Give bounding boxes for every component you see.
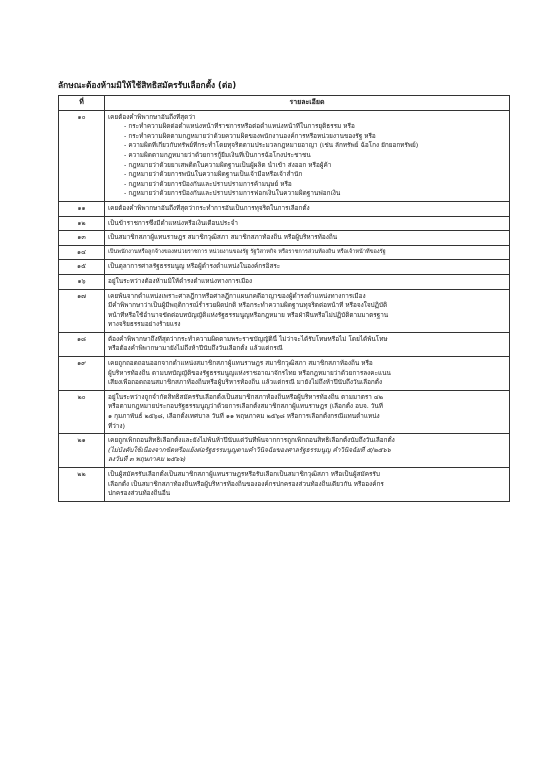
detail-line: เคยต้องคำพิพากษาอันถึงที่สุดว่า <box>108 112 196 121</box>
row-number: ๑๕ <box>59 260 105 275</box>
detail-line: ๑ กุมภาพันธ์ ๒๕๖๘, เลือกตั้งเทศบาล วันที่ ๑๑ พฤษภาคม ๒๕๖๘ หรือการเลือกตั้งกรณีแทนตำแหน่ง <box>108 412 380 421</box>
table-row <box>59 289 510 332</box>
row-number: ๑๒ <box>59 216 105 231</box>
detail-line: ทางจริยธรรมอย่างร้ายแรง <box>108 320 181 329</box>
detail-note-line: ลงวันที่ ๓ พฤษภาคม ๒๕๖๖) <box>108 455 186 464</box>
row-detail <box>105 434 510 468</box>
row-number: ๑๓ <box>59 231 105 246</box>
detail-note-line: (ไม่บังคับใช้เนื่องจากขัดหรือแย้งต่อรัฐธรรมนูญตามคำวินิจฉัยของศาลรัฐธรรมนูญ คำวินิจฉัยที่ ๕/๒๕๖๖ <box>108 445 391 454</box>
detail-line: เคยต้องคำพิพากษาอันถึงที่สุดว่ากระทำการอันเป็นการทุจริตในการเลือกตั้ง <box>108 203 310 212</box>
row-detail <box>105 468 510 502</box>
row-number: ๑๔ <box>59 245 105 260</box>
detail-line: เคยถูกเพิกถอนสิทธิเลือกตั้งและยังไม่พ้นห้าปีนับแต่วันที่พ้นจากการถูกเพิกถอนสิทธิเลือกตั้งนับถึงวันเลือกตั้ง <box>108 436 395 445</box>
table-header-row <box>59 96 510 111</box>
table-row <box>59 110 510 201</box>
detail-line: เป็นข้าราชการซึ่งมีตำแหน่งหรือเงินเดือนประจำ <box>108 218 238 227</box>
row-detail <box>105 357 510 391</box>
row-number: ๒๒ <box>59 468 105 502</box>
row-number: ๒๐ <box>59 390 105 433</box>
row-detail <box>105 201 510 216</box>
detail-line: เป็นสมาชิกสภาผู้แทนราษฎร สมาชิกวุฒิสภา สมาชิกสภาท้องถิ่น หรือผู้บริหารท้องถิ่น <box>108 233 338 242</box>
detail-line: หน้าที่หรือใช้อำนาจขัดต่อบทบัญญัติแห่งรัฐธรรมนูญหรือกฎหมาย หรือฝ่าฝืนหรือไม่ปฏิบัติตามมาตรฐาน <box>108 310 389 319</box>
column-header-number: ที่ <box>59 96 105 111</box>
row-number: ๑๐ <box>59 110 105 201</box>
column-header-detail: รายละเอียด <box>105 96 510 111</box>
detail-line: - ความผิดตามกฎหมายว่าด้วยการกู้ยืมเงินที่เป็นการฉ้อโกงประชาชน <box>124 150 311 159</box>
row-detail <box>105 274 510 289</box>
detail-line: เลือกตั้ง เป็นสมาชิกสภาท้องถิ่นหรือผู้บริหารท้องถิ่นขององค์กรปกครองส่วนท้องถิ่นเดียวกัน หรือองค์กร <box>108 479 384 488</box>
table-row <box>59 357 510 391</box>
row-number: ๑๑ <box>59 201 105 216</box>
detail-line: ต้องคำพิพากษาถึงที่สุดว่ากระทำความผิดตามพระราชบัญญัตินี้ ไม่ว่าจะได้รับโทษหรือไม่ โดยได้พ้นโทษ <box>108 334 388 343</box>
detail-line: - กระทำความผิดตามกฎหมายว่าด้วยความผิดของพนักงานองค์การหรือหน่วยงานของรัฐ หรือ <box>124 131 376 140</box>
row-number: ๒๑ <box>59 434 105 468</box>
detail-line: - ความผิดที่เกี่ยวกับทรัพย์ที่กระทำโดยทุจริตตามประมวลกฎหมายอาญา (เช่น ลักทรัพย์ ฉ้อโกง ยักยอกทรัพย์) <box>124 141 419 150</box>
table-row <box>59 201 510 216</box>
detail-line: อยู่ในระหว่างต้องห้ามมิให้ดำรงตำแหน่งทางการเมือง <box>108 276 253 285</box>
row-number: ๑๙ <box>59 357 105 391</box>
row-detail <box>105 231 510 246</box>
section-heading: ลักษณะต้องห้ามมิให้ใช้สิทธิสมัครรับเลือกตั้ง (ต่อ) <box>58 80 237 90</box>
table-row <box>59 468 510 502</box>
row-detail <box>105 110 510 201</box>
table-row <box>59 274 510 289</box>
detail-line: - กฎหมายว่าด้วยการป้องกันและปราบปรามการค้ามนุษย์ หรือ <box>124 179 292 188</box>
detail-line: มีคำพิพากษาว่าเป็นผู้มีพฤติการณ์ร่ำรวยผิดปกติ หรือกระทำความผิดฐานทุจริตต่อหน้าที่ หรือจงใจปฏิบัติ <box>108 301 388 310</box>
detail-line: เป็นผู้สมัครรับเลือกตั้งเป็นสมาชิกสภาผู้แทนราษฎรหรือรับเลือกเป็นสมาชิกวุฒิสภา หรือเป็นผู้สมัครรับ <box>108 470 380 478</box>
detail-line: - กฎหมายว่าด้วยการป้องกันและปราบปรามการฟอกเงินในความผิดฐานฟอกเงิน <box>124 189 341 198</box>
row-number: ๑๗ <box>59 289 105 332</box>
table-row <box>59 216 510 231</box>
row-number: ๑๖ <box>59 274 105 289</box>
detail-line: เคยพ้นจากตำแหน่งเพราะศาลฎีกาหรือศาลฎีกาแผนกคดีอาญาของผู้ดำรงตำแหน่งทางการเมือง <box>108 291 366 300</box>
table-row <box>59 390 510 433</box>
detail-line: หรือตามกฎหมายประกอบรัฐธรรมนูญว่าด้วยการเลือกตั้งสมาชิกสภาผู้แทนราษฎร (เลือกตั้ง อบจ. วันที่ <box>108 402 383 411</box>
detail-line: ผู้บริหารท้องถิ่น ตามบทบัญญัติของรัฐธรรมนูญแห่งราชอาณาจักรไทย หรือกฎหมายว่าด้วยการลงคะแนน <box>108 368 391 377</box>
table-row <box>59 245 510 260</box>
detail-line: อยู่ในระหว่างถูกจำกัดสิทธิสมัครรับเลือกตั้งเป็นสมาชิกสภาท้องถิ่นหรือผู้บริหารท้องถิ่น ตามมาตรา ๔๒ <box>108 392 383 401</box>
table-row <box>59 260 510 275</box>
table-row <box>59 332 510 356</box>
table-row <box>59 434 510 468</box>
detail-line: ปกครองส่วนท้องถิ่นอื่น <box>108 489 171 498</box>
row-number: ๑๘ <box>59 332 105 356</box>
row-detail <box>105 289 510 332</box>
detail-line: - กฎหมายว่าด้วยการพนันในความผิดฐานเป็นเจ้ามือหรือเจ้าสำนัก <box>124 170 303 179</box>
detail-line: เป็นพนักงานหรือลูกจ้างของหน่วยราชการ หน่วยงานของรัฐ รัฐวิสาหกิจ หรือราชการส่วนท้องถิ่น หรือเจ้าหน้าที่ของรัฐ <box>108 248 386 255</box>
detail-line: ที่ว่าง) <box>108 421 126 430</box>
detail-line: เคยถูกถอดถอนออกจากตำแหน่งสมาชิกสภาผู้แทนราษฎร สมาชิกวุฒิสภา สมาชิกสภาท้องถิ่น หรือ <box>108 359 373 368</box>
prohibition-table <box>58 95 510 502</box>
detail-line: เป็นตุลาการศาลรัฐธรรมนูญ หรือผู้ดำรงตำแหน่งในองค์กรอิสระ <box>108 262 281 271</box>
row-detail <box>105 216 510 231</box>
detail-line: เสียงเพื่อถอดถอนสมาชิกสภาท้องถิ่นหรือผู้บริหารท้องถิ่น แล้วแต่กรณี มายังไม่ถึงห้าปีนับถึงวันเลือกตั้ง <box>108 378 383 387</box>
detail-line: - กระทำความผิดต่อตำแหน่งหน้าที่ราชการหรือต่อตำแหน่งหน้าที่ในการยุติธรรม หรือ <box>124 122 355 131</box>
row-detail <box>105 245 510 260</box>
row-detail <box>105 390 510 433</box>
detail-line: หรือต้องคำพิพากษามายังไม่ถึงห้าปีนับถึงวันเลือกตั้ง แล้วแต่กรณี <box>108 344 283 353</box>
row-detail <box>105 332 510 356</box>
table-row <box>59 231 510 246</box>
row-detail <box>105 260 510 275</box>
detail-line: - กฎหมายว่าด้วยยาเสพติดในความผิดฐานเป็นผู้ผลิต นำเข้า ส่งออก หรือผู้ค้า <box>124 160 332 169</box>
